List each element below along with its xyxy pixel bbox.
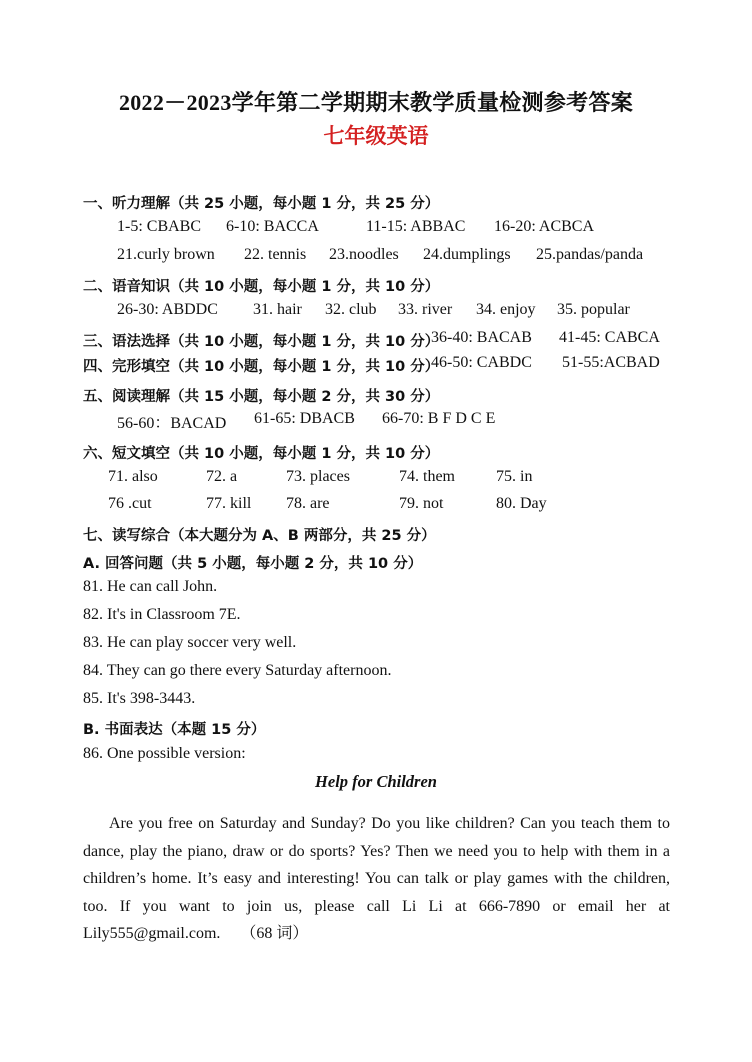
answer-group: 61-65: DBACB bbox=[254, 410, 355, 427]
answer-item: 22. tennis bbox=[244, 246, 307, 263]
essay-body bbox=[83, 810, 670, 948]
answer-item: 71. also bbox=[108, 468, 158, 485]
answer-item: 24.dumplings bbox=[423, 246, 511, 263]
answer-item: 32. club bbox=[325, 301, 377, 318]
section6-heading: 六、短文填空（共 10 小题，每小题 1 分，共 10 分） bbox=[83, 446, 440, 462]
answer-group: 1-5: CBABC bbox=[117, 218, 202, 235]
answer-item: 78. are bbox=[286, 495, 330, 512]
essay-text: Are you free on Saturday and Sunday? Do you like children? Can you teach them to dance, play the piano, draw or do sports? Yes? Then we need you to help with them in a children’s home. It’s easy and interesting! You can talk or play games with the children, too. If you want to join us, please call Li Li at 666-7890 or email her at Lily555@gmail.com. bbox=[83, 815, 670, 943]
answer-item: 31. hair bbox=[253, 301, 302, 318]
answer-group: 51-55:ACBAD bbox=[562, 354, 660, 371]
section7-heading: 七、读写综合（本大题分为 A、B 两部分，共 25 分） bbox=[83, 528, 436, 544]
page-title: 2022－2023学年第二学期期末教学质量检测参考答案 bbox=[118, 90, 634, 115]
answer-item: 25.pandas/panda bbox=[536, 246, 644, 263]
answer-item: 34. enjoy bbox=[476, 301, 536, 318]
answer-item: 76 .cut bbox=[108, 495, 152, 512]
answer-group: 36-40: BACAB bbox=[431, 329, 532, 346]
answer-group: 66-70: B F D C E bbox=[382, 410, 496, 427]
answer-line: 82. It's in Classroom 7E. bbox=[83, 606, 241, 623]
section5-heading: 五、阅读理解（共 15 小题，每小题 2 分，共 30 分） bbox=[83, 389, 440, 405]
answer-line: 81. He can call John. bbox=[83, 578, 218, 595]
answer-item: 73. places bbox=[286, 468, 350, 485]
essay-title: Help for Children bbox=[315, 772, 437, 791]
answer-group: 46-50: CABDC bbox=[431, 354, 532, 371]
essay-intro: 86. One possible version: bbox=[83, 745, 246, 762]
page-subtitle: 七年级英语 bbox=[323, 124, 429, 148]
answer-group: 41-45: CABCA bbox=[559, 329, 660, 346]
answer-item: 72. a bbox=[206, 468, 238, 485]
section2-heading: 二、语音知识（共 10 小题，每小题 1 分，共 10 分） bbox=[83, 279, 440, 295]
section1-heading: 一、听力理解（共 25 小题，每小题 1 分，共 25 分） bbox=[83, 196, 440, 212]
answer-item: 21.curly brown bbox=[117, 246, 215, 263]
answer-line: 85. It's 398-3443. bbox=[83, 690, 196, 707]
answer-item: 35. popular bbox=[557, 301, 630, 318]
answer-line: 84. They can go there every Saturday afternoon. bbox=[83, 662, 392, 679]
part-a-heading: A. 回答问题（共 5 小题，每小题 2 分，共 10 分） bbox=[83, 556, 423, 572]
part-b-heading: B. 书面表达（本题 15 分） bbox=[83, 722, 266, 738]
section4-heading: 四、完形填空（共 10 小题，每小题 1 分，共 10 分） bbox=[83, 359, 440, 375]
answer-item: 75. in bbox=[496, 468, 533, 485]
answer-group: 11-15: ABBAC bbox=[366, 218, 466, 235]
answer-item: 77. kill bbox=[206, 495, 252, 512]
answer-item: 79. not bbox=[399, 495, 444, 512]
answer-group: 56-60：BACAD bbox=[117, 415, 227, 432]
answer-item: 26-30: ABDDC bbox=[117, 301, 218, 318]
answer-item: 23.noodles bbox=[329, 246, 399, 263]
answer-group: 6-10: BACCA bbox=[226, 218, 319, 235]
answer-item: 80. Day bbox=[496, 495, 547, 512]
answer-line: 83. He can play soccer very well. bbox=[83, 634, 297, 651]
answer-item: 33. river bbox=[398, 301, 453, 318]
answer-item: 74. them bbox=[399, 468, 455, 485]
section3-heading: 三、语法选择（共 10 小题，每小题 1 分，共 10 分） bbox=[83, 334, 440, 350]
word-count: （68 词） bbox=[240, 925, 309, 943]
answer-group: 16-20: ACBCA bbox=[494, 218, 595, 235]
